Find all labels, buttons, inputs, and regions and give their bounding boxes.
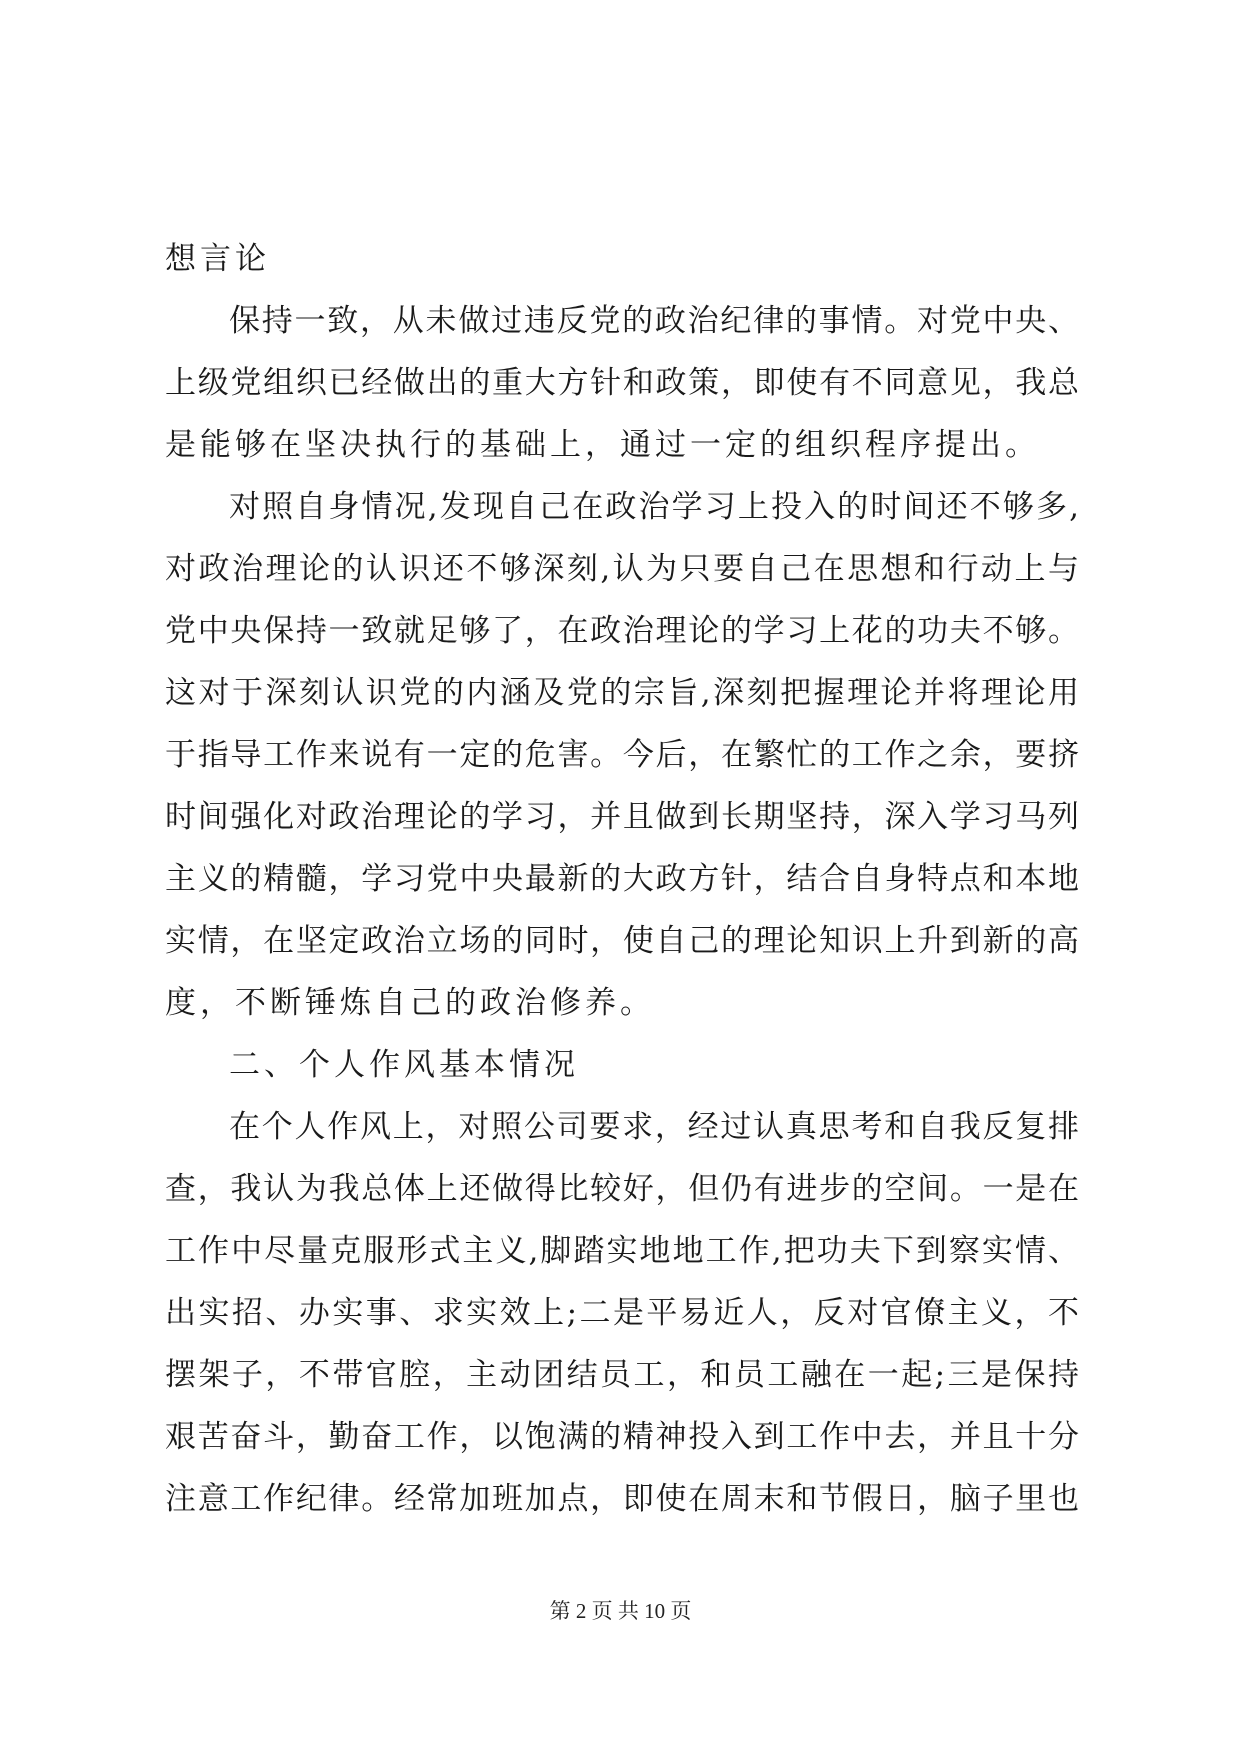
text-line: 在个人作风上，对照公司要求，经过认真思考和自我反复排: [229, 1109, 1080, 1145]
text-line: 查，我认为我总体上还做得比较好，但仍有进步的空间。一是在: [165, 1171, 1080, 1207]
text-line: 党中央保持一致就足够了，在政治理论的学习上花的功夫不够。: [165, 613, 1080, 649]
text-line: 度，不断锤炼自己的政治修养。: [165, 985, 655, 1021]
text-line: 是能够在坚决执行的基础上，通过一定的组织程序提出。: [165, 427, 1040, 463]
page-number-footer: 第 2 页 共 10 页: [549, 1599, 692, 1623]
text-line: 摆架子，不带官腔，主动团结员工，和员工融在一起;三是保持: [165, 1357, 1080, 1393]
text-line: 于指导工作来说有一定的危害。今后，在繁忙的工作之余，要挤: [165, 737, 1080, 773]
text-line: 这对于深刻认识党的内涵及党的宗旨,深刻把握理论并将理论用: [165, 675, 1080, 711]
document-body: [165, 228, 1080, 1530]
text-line: 时间强化对政治理论的学习，并且做到长期坚持，深入学习马列: [165, 799, 1080, 835]
text-line: 注意工作纪律。经常加班加点，即使在周末和节假日，脑子里也: [165, 1481, 1080, 1517]
section-heading: 二、个人作风基本情况: [229, 1047, 579, 1083]
text-line: 想言论: [165, 241, 270, 277]
text-line: 出实招、办实事、求实效上;二是平易近人，反对官僚主义，不: [165, 1295, 1080, 1331]
text-line: 对照自身情况,发现自己在政治学习上投入的时间还不够多,: [229, 489, 1080, 525]
text-line: 保持一致，从未做过违反党的政治纪律的事情。对党中央、: [229, 303, 1080, 339]
text-line: 实情，在坚定政治立场的同时，使自己的理论知识上升到新的高: [165, 923, 1080, 959]
text-line: 工作中尽量克服形式主义,脚踏实地地工作,把功夫下到察实情、: [165, 1233, 1080, 1269]
text-line: 主义的精髓，学习党中央最新的大政方针，结合自身特点和本地: [165, 861, 1080, 897]
text-line: 上级党组织已经做出的重大方针和政策，即使有不同意见，我总: [165, 365, 1080, 401]
text-line: 艰苦奋斗，勤奋工作，以饱满的精神投入到工作中去，并且十分: [165, 1419, 1080, 1455]
text-line: 对政治理论的认识还不够深刻,认为只要自己在思想和行动上与: [165, 551, 1080, 587]
